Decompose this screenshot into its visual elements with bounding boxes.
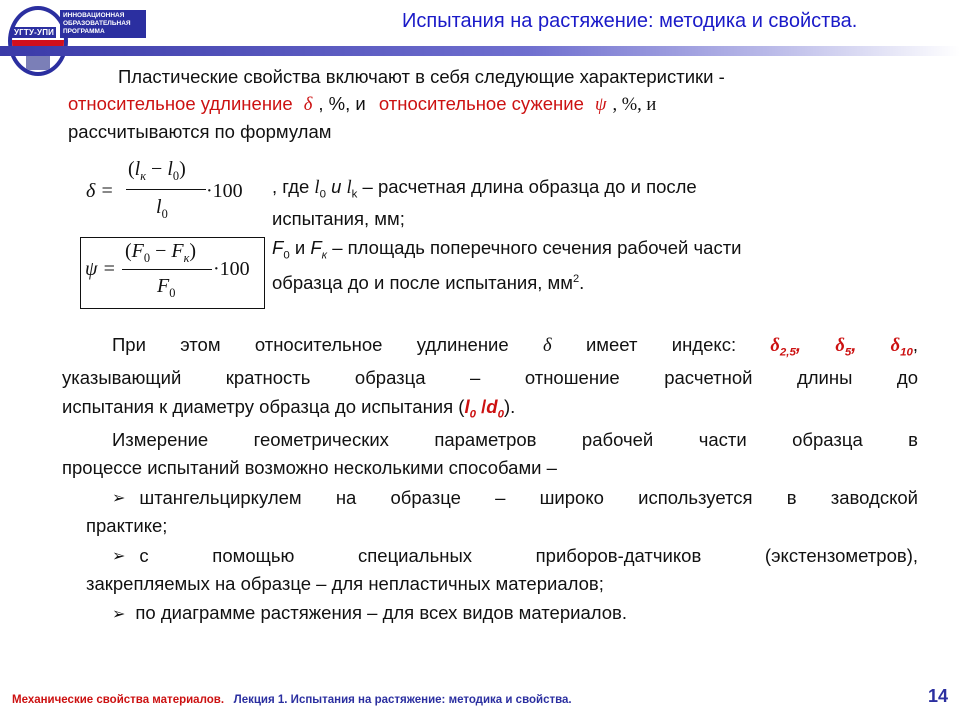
footer <box>12 694 572 706</box>
bullet-item-2: ➢ с помощью специальных приборов-датчиков (экстензометров), <box>112 541 918 570</box>
page-number: 14 <box>928 686 949 706</box>
formula-psi-denominator: $F_0$ <box>157 275 176 300</box>
elongation-label: относительное удлинение <box>68 93 293 114</box>
formula-delta-denominator: $l_0$ <box>156 196 168 221</box>
formula-delta-fraction-bar <box>126 189 206 190</box>
legend-line-4: образца до и после испытания, $мм^2$. <box>272 272 585 294</box>
para2-line-3: испытания к диаметру образца до испытания ($l_0$ $/d_0$). <box>62 396 516 421</box>
footer-course: Механические свойства материалов. <box>12 694 225 706</box>
bullet-item-3: ➢ по диаграмме растяжения – для всех видов материалов. <box>112 602 628 623</box>
logo-abbreviation: УГТУ-УПИ <box>14 28 55 37</box>
bullet-arrow-icon: ➢ <box>112 488 126 507</box>
formula-psi-multiplier: ·100 <box>213 258 250 280</box>
intro-line-3: рассчитываются по формулам <box>68 121 332 142</box>
bullet-arrow-icon: ➢ <box>112 604 126 623</box>
legend-line-3: $F_0$ и $F_к$ – площадь поперечного сечения рабочей части <box>272 237 742 262</box>
para3-line-1: Измерение геометрических параметров рабочей части образца в <box>112 429 918 450</box>
contraction-label: относительное сужение <box>378 93 584 114</box>
psi-symbol: ψ <box>595 95 607 115</box>
para2-line-1: При этом относительное удлинение δ имеет индекс: $\delta_{2,5}$, $\delta_5$, $\delta_{10}$, <box>112 334 919 359</box>
para3-line-2: процессе испытаний возможно несколькими способами – <box>62 457 557 478</box>
para2-line-2: указывающий кратность образца – отношение расчетной длины до <box>62 367 918 388</box>
formula-delta-multiplier: ·100 <box>206 180 243 202</box>
delta-symbol: δ <box>303 95 313 115</box>
legend-line-2: испытания, мм; <box>272 208 405 229</box>
formula-psi-numerator: $(F_0 - F_к)$ <box>125 240 197 265</box>
bullet-item-1-cont: практике; <box>86 515 168 536</box>
formula-psi-lhs: ψ = <box>85 258 116 280</box>
formula-delta-lhs: δ = <box>86 180 114 202</box>
slide-title: Испытания на растяжение: методика и свойства. <box>402 10 858 32</box>
legend-line-1: , где $l_0$ и $l_k$ – расчетная длина образца до и после <box>272 176 697 201</box>
formula-psi-fraction-bar <box>122 269 212 270</box>
bullet-arrow-icon: ➢ <box>112 546 126 565</box>
bullet-item-2-cont: закрепляемых на образце – для непластичных материалов; <box>86 573 604 594</box>
footer-lecture: Лекция 1. Испытания на растяжение: методика и свойства. <box>233 694 572 706</box>
logo-program-text: ИННОВАЦИОННАЯ ОБРАЗОВАТЕЛЬНАЯ ПРОГРАММА <box>60 10 146 38</box>
logo-badge <box>8 6 68 76</box>
intro-sep-1: , %, и <box>318 93 366 114</box>
bullet-item-1: ➢ штангельциркулем на образце – широко используется в заводской <box>112 483 918 512</box>
header-gradient-bar <box>0 46 960 56</box>
intro-sep-2: , %, и <box>612 95 657 115</box>
formula-delta-numerator: $(l_к - l_0)$ <box>128 158 186 183</box>
intro-line-1: Пластические свойства включают в себя следующие характеристики - <box>118 66 725 87</box>
intro-line-2 <box>68 89 656 120</box>
